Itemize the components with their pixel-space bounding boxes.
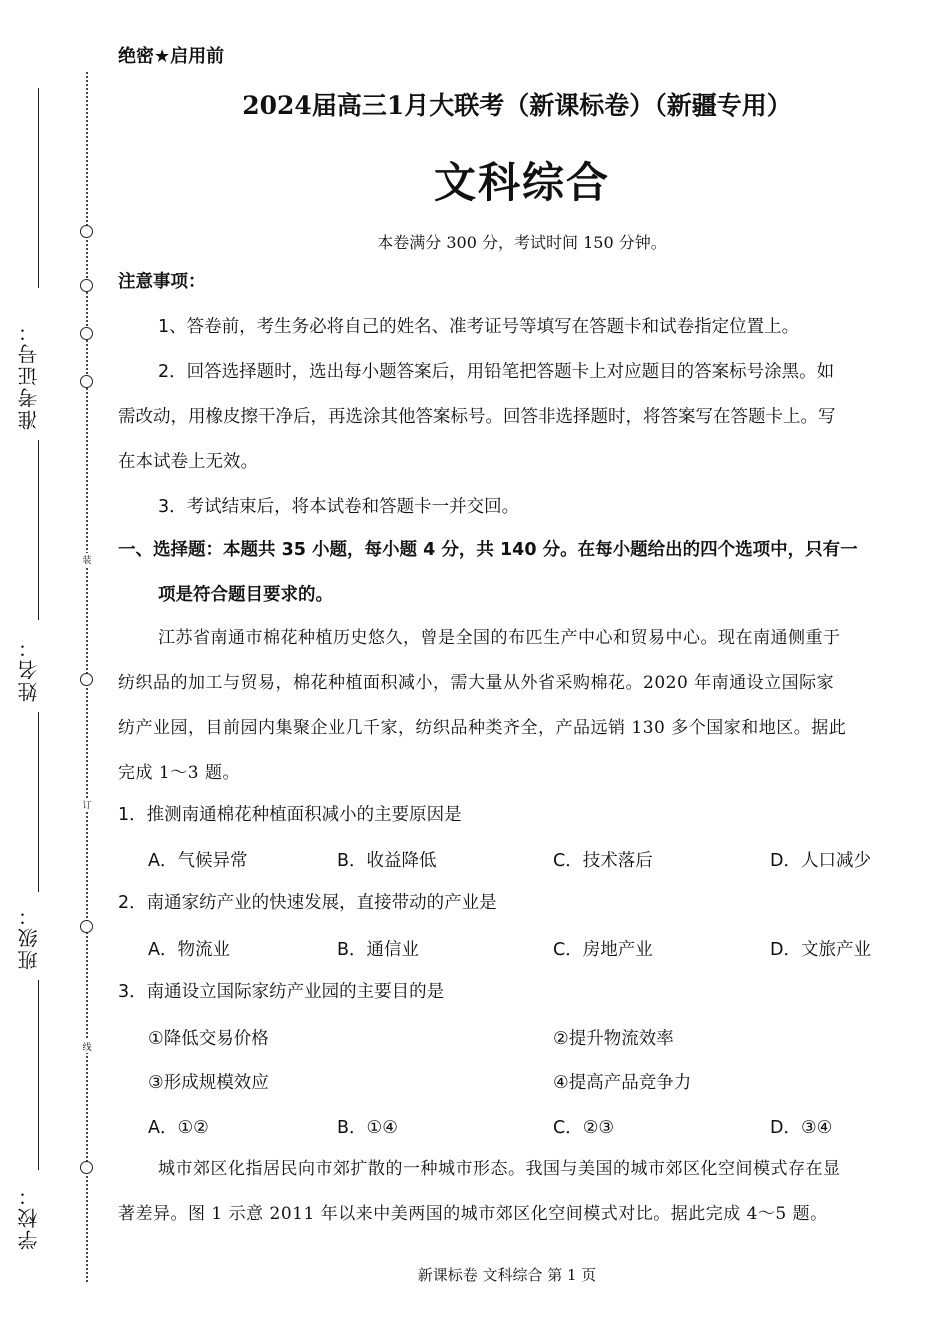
name-fill-line[interactable] — [38, 440, 39, 620]
notice-item-continued: 在本试卷上无效。 — [118, 452, 258, 472]
notice-item: 2．回答选择题时，选出每小题答案后，用铅笔把答题卡上对应题目的答案标号涂黑。如 — [158, 362, 835, 382]
option-c[interactable]: C．②③ — [553, 1118, 615, 1138]
binding-hole — [80, 920, 93, 933]
passage-line: 纺织品的加工与贸易，棉花种植面积减小，需大量从外省采购棉花。2020 年南通设立国际家 — [118, 673, 835, 693]
school-fill-line[interactable] — [38, 980, 39, 1170]
binding-hole — [80, 327, 93, 340]
option-b[interactable]: B．收益降低 — [337, 851, 437, 871]
admission-label: 准考证号： — [17, 320, 41, 430]
page-footer: 新课标卷 文科综合 第 1 页 — [417, 1266, 597, 1284]
class-label: 班级： — [17, 904, 41, 970]
passage-line: 城市郊区化指居民向市郊扩散的一种城市形态。我国与美国的城市郊区化空间模式存在显 — [158, 1159, 841, 1179]
option-d[interactable]: D．③④ — [770, 1118, 833, 1138]
statement-item: ①降低交易价格 — [148, 1029, 269, 1049]
cut-char-zhuang: 装 — [80, 553, 94, 566]
question-stem: 1．推测南通棉花种植面积减小的主要原因是 — [118, 805, 462, 825]
cut-char-xian: 线 — [80, 1040, 94, 1053]
question-stem: 2．南通家纺产业的快速发展，直接带动的产业是 — [118, 893, 497, 913]
school-label: 学校： — [17, 1184, 41, 1250]
option-a[interactable]: A．①② — [148, 1118, 209, 1138]
class-fill-line[interactable] — [38, 712, 39, 892]
option-d[interactable]: D．文旅产业 — [770, 940, 871, 960]
section-heading: 一、选择题：本题共 35 小题，每小题 4 分，共 140 分。在每小题给出的四个选项中，只有一 — [118, 540, 858, 560]
statement-item: ④提高产品竞争力 — [553, 1073, 692, 1093]
option-b[interactable]: B．①④ — [337, 1118, 398, 1138]
option-a[interactable]: A．物流业 — [148, 940, 230, 960]
binding-hole — [80, 673, 93, 686]
binding-hole — [80, 279, 93, 292]
statement-item: ②提升物流效率 — [553, 1029, 674, 1049]
score-time: 本卷满分 300 分，考试时间 150 分钟。 — [377, 233, 667, 252]
exam-title: 2024届高三1月大联考（新课标卷）（新疆专用） — [242, 91, 792, 120]
notice-heading: 注意事项： — [118, 272, 206, 292]
passage-line: 纺产业园，目前园内集聚企业几千家，纺织品种类齐全，产品远销 130 多个国家和地区。据此 — [118, 718, 847, 738]
secret-mark: 绝密★启用前 — [118, 46, 225, 67]
question-stem: 3．南通设立国际家纺产业园的主要目的是 — [118, 982, 445, 1002]
binding-hole — [80, 1161, 93, 1174]
section-heading-continued: 项是符合题目要求的。 — [158, 585, 333, 605]
passage-line: 著差异。图 1 示意 2011 年以来中美两国的城市郊区化空间模式对比。据此完成 4～5 题。 — [118, 1204, 828, 1224]
passage-line: 完成 1～3 题。 — [118, 763, 240, 783]
passage-line: 江苏省南通市棉花种植历史悠久，曾是全国的布匹生产中心和贸易中心。现在南通侧重于 — [158, 628, 841, 648]
binding-hole — [80, 375, 93, 388]
statement-item: ③形成规模效应 — [148, 1073, 269, 1093]
option-a[interactable]: A．气候异常 — [148, 851, 248, 871]
subject-title: 文科综合 — [433, 158, 610, 207]
notice-item-continued: 需改动，用橡皮擦干净后，再选涂其他答案标号。回答非选择题时，将答案写在答题卡上。写 — [118, 407, 836, 427]
notice-item: 3．考试结束后，将本试卷和答题卡一并交回。 — [158, 497, 520, 517]
option-c[interactable]: C．房地产业 — [553, 940, 653, 960]
name-label: 姓名： — [17, 636, 41, 702]
notice-item: 1、答卷前，考生务必将自己的姓名、准考证号等填写在答题卡和试卷指定位置上。 — [158, 317, 800, 337]
option-b[interactable]: B．通信业 — [337, 940, 420, 960]
option-d[interactable]: D．人口减少 — [770, 851, 871, 871]
option-c[interactable]: C．技术落后 — [553, 851, 653, 871]
cut-char-ding: 订 — [80, 798, 94, 811]
